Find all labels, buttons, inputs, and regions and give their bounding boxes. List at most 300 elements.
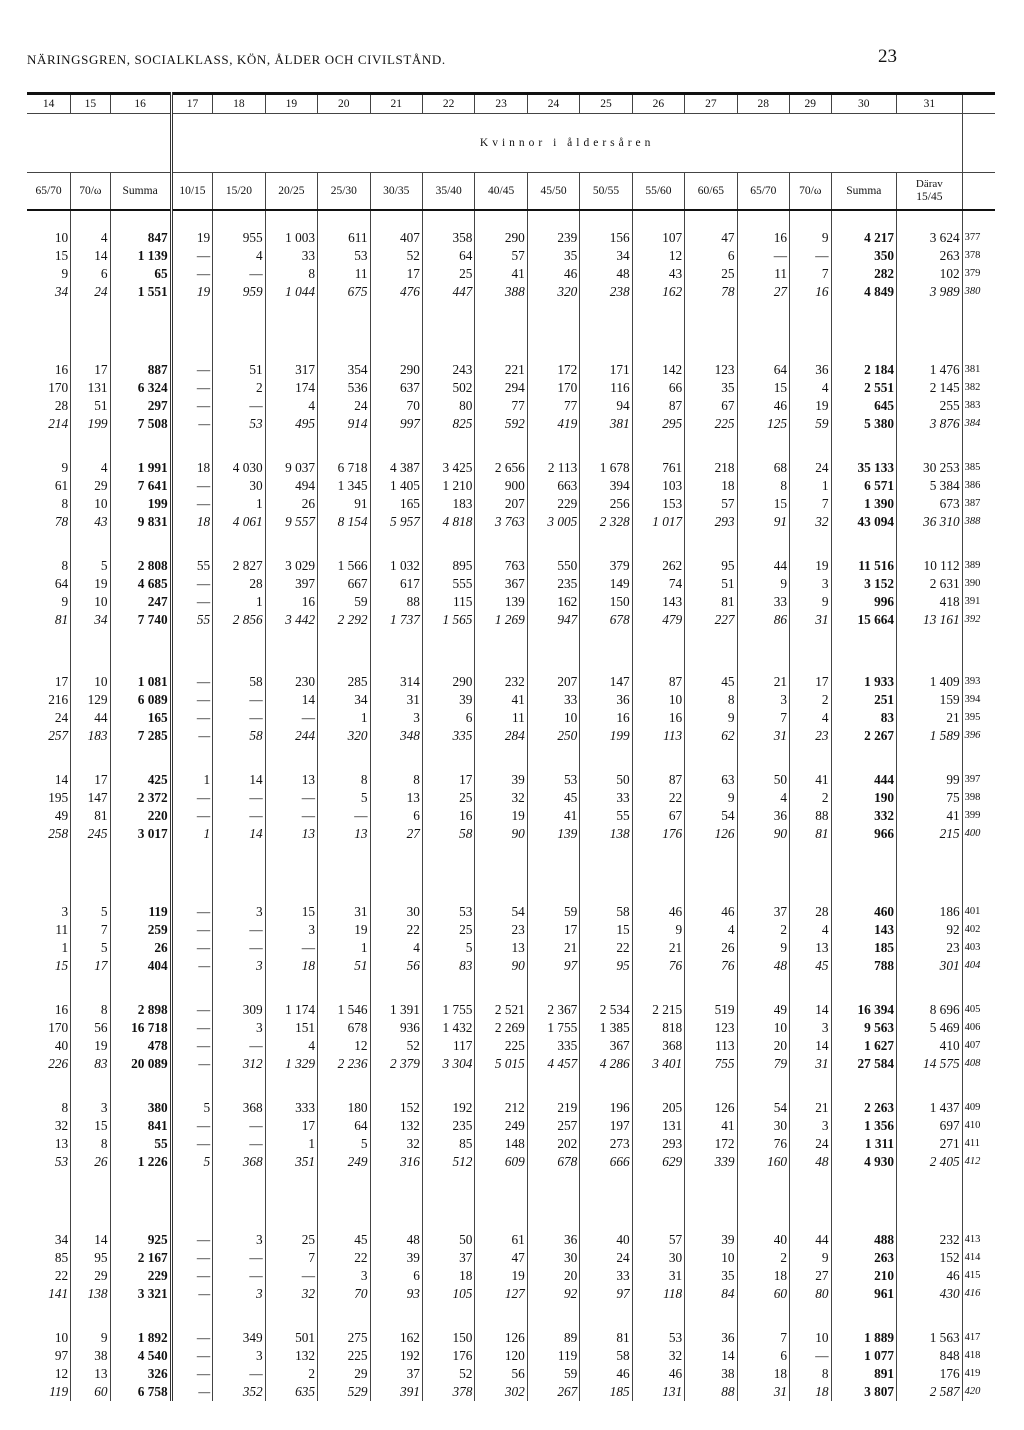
table-cell: 250 <box>527 727 579 745</box>
table-cell: 8 <box>318 771 370 789</box>
table-cell: 41 <box>685 1117 737 1135</box>
table-cell: 21 <box>527 939 579 957</box>
table-cell: 34 <box>27 1231 71 1249</box>
table-cell: 129 <box>71 691 110 709</box>
table-cell: 41 <box>475 691 527 709</box>
table-cell: 15 <box>27 247 71 265</box>
age-header: 40/45 <box>475 173 527 211</box>
table-cell: 34 <box>27 283 71 301</box>
row-number: 416 <box>964 1288 981 1299</box>
table-cell: 488 <box>831 1231 897 1249</box>
table-row <box>27 1153 995 1171</box>
table-cell: 1 <box>265 1135 317 1153</box>
table-cell: 273 <box>580 1135 632 1153</box>
table-cell: 6 <box>737 1347 789 1365</box>
table-cell: 10 <box>685 1249 737 1267</box>
table-cell: — <box>265 1267 317 1285</box>
table-cell: — <box>213 397 265 415</box>
table-cell: 2 656 <box>475 459 527 477</box>
table-cell: 14 <box>213 771 265 789</box>
table-cell: 10 <box>737 1019 789 1037</box>
table-cell: 3 <box>737 691 789 709</box>
table-cell: 118 <box>632 1285 684 1303</box>
table-row <box>27 361 995 379</box>
table-cell: 2 <box>737 1249 789 1267</box>
table-cell: 663 <box>527 477 579 495</box>
table-cell: 41 <box>790 771 832 789</box>
table-cell: 18 <box>265 957 317 975</box>
table-cell: 8 <box>27 557 71 575</box>
table-cell: 825 <box>422 415 474 433</box>
row-number: 407 <box>964 1040 981 1051</box>
table-cell: 997 <box>370 415 422 433</box>
table-cell: 26 <box>265 495 317 513</box>
table-cell: 20 <box>527 1267 579 1285</box>
table-cell: 113 <box>685 1037 737 1055</box>
table-cell: 93 <box>370 1285 422 1303</box>
table-cell: 32 <box>265 1285 317 1303</box>
table-cell: 11 <box>737 265 789 283</box>
table-cell: 404 <box>110 957 171 975</box>
table-cell: 76 <box>632 957 684 975</box>
table-cell: 59 <box>318 593 370 611</box>
table-cell: 46 <box>897 1267 963 1285</box>
table-cell: 159 <box>897 691 963 709</box>
table-cell: 5 <box>171 1099 213 1117</box>
table-cell: 91 <box>737 513 789 531</box>
table-cell: 8 <box>265 265 317 283</box>
table-cell: 332 <box>831 807 897 825</box>
table-cell: 85 <box>27 1249 71 1267</box>
table-cell: 57 <box>475 247 527 265</box>
table-cell: 59 <box>790 415 832 433</box>
table-cell: 15 664 <box>831 611 897 629</box>
table-cell: 79 <box>737 1055 789 1073</box>
table-cell: 23 <box>897 939 963 957</box>
table-cell: 247 <box>110 593 171 611</box>
table-cell: 25 <box>265 1231 317 1249</box>
table-cell: 5 <box>171 1153 213 1171</box>
table-cell: 19 <box>71 1037 110 1055</box>
table-cell: 9 <box>790 1249 832 1267</box>
table-cell: 14 <box>213 825 265 843</box>
table-cell: 46 <box>685 903 737 921</box>
table-cell: 21 <box>632 939 684 957</box>
row-number: 406 <box>964 1022 981 1033</box>
table-cell: 60 <box>737 1285 789 1303</box>
row-number: 414 <box>964 1252 981 1263</box>
table-cell: 1 017 <box>632 513 684 531</box>
age-header: 20/25 <box>265 173 317 211</box>
table-cell: 410 <box>897 1037 963 1055</box>
table-cell: 7 <box>737 709 789 727</box>
table-cell: 19 <box>171 229 213 247</box>
table-cell: — <box>213 1117 265 1135</box>
table-cell: — <box>171 575 213 593</box>
table-cell: 2 113 <box>527 459 579 477</box>
table-cell: 36 <box>685 1329 737 1347</box>
row-number: 383 <box>964 400 981 411</box>
table-cell: 1 391 <box>370 1001 422 1019</box>
row-number: 396 <box>964 730 981 741</box>
table-cell: — <box>213 1267 265 1285</box>
table-cell: 966 <box>831 825 897 843</box>
table-cell: 76 <box>685 957 737 975</box>
table-cell: — <box>171 1383 213 1401</box>
table-cell: 3 <box>790 1117 832 1135</box>
table-cell: 3 876 <box>897 415 963 433</box>
table-cell: 14 <box>265 691 317 709</box>
table-cell: 212 <box>475 1099 527 1117</box>
table-cell: 126 <box>685 1099 737 1117</box>
table-cell: 3 442 <box>265 611 317 629</box>
table-cell: 22 <box>580 939 632 957</box>
table-cell: 24 <box>71 283 110 301</box>
table-cell: 56 <box>475 1365 527 1383</box>
column-number: 22 <box>422 94 474 114</box>
row-number: 415 <box>964 1270 981 1281</box>
table-cell: 13 <box>475 939 527 957</box>
table-cell: 55 <box>171 611 213 629</box>
table-cell: 379 <box>580 557 632 575</box>
age-header: 45/50 <box>527 173 579 211</box>
group-title-row <box>27 114 995 173</box>
table-cell: 46 <box>632 1365 684 1383</box>
table-cell: 53 <box>213 415 265 433</box>
table-cell: 2 367 <box>527 1001 579 1019</box>
table-cell: 290 <box>370 361 422 379</box>
table-cell: 5 957 <box>370 513 422 531</box>
table-cell: 19 <box>475 1267 527 1285</box>
table-cell: 788 <box>831 957 897 975</box>
table-cell: 45 <box>790 957 832 975</box>
table-cell: 1 933 <box>831 673 897 691</box>
table-cell: 460 <box>831 903 897 921</box>
table-cell: 9 <box>737 575 789 593</box>
table-cell: 26 <box>110 939 171 957</box>
table-cell: 232 <box>897 1231 963 1249</box>
table-cell: 13 <box>27 1135 71 1153</box>
table-cell: 11 <box>27 921 71 939</box>
table-cell: 10 <box>71 495 110 513</box>
table-cell: 5 <box>71 557 110 575</box>
table-cell: 207 <box>527 673 579 691</box>
table-cell: 1 <box>318 939 370 957</box>
row-number: 382 <box>964 382 981 393</box>
table-cell: 229 <box>527 495 579 513</box>
table-cell: 9 <box>790 593 832 611</box>
table-cell: 44 <box>790 1231 832 1249</box>
table-cell: 162 <box>632 283 684 301</box>
table-cell: 30 253 <box>897 459 963 477</box>
table-cell: 7 <box>737 1329 789 1347</box>
table-cell: 368 <box>213 1099 265 1117</box>
table-cell: 33 <box>737 593 789 611</box>
table-cell: 3 763 <box>475 513 527 531</box>
age-header-row <box>27 173 995 211</box>
table-cell: 227 <box>685 611 737 629</box>
table-cell: 397 <box>265 575 317 593</box>
table-cell: 425 <box>110 771 171 789</box>
table-cell: 83 <box>831 709 897 727</box>
table-cell: 97 <box>27 1347 71 1365</box>
table-cell: 10 <box>71 673 110 691</box>
table-cell: 139 <box>527 825 579 843</box>
table-cell: 1 <box>318 709 370 727</box>
page-header <box>27 46 897 76</box>
table-cell: 19 <box>790 557 832 575</box>
table-cell: 123 <box>685 1019 737 1037</box>
table-cell: 4 849 <box>831 283 897 301</box>
table-cell: 40 <box>580 1231 632 1249</box>
table-cell: 19 <box>318 921 370 939</box>
table-cell: 1 755 <box>527 1019 579 1037</box>
table-cell: 34 <box>318 691 370 709</box>
table-cell: 9 <box>685 789 737 807</box>
table-cell: 107 <box>632 229 684 247</box>
table-cell: 378 <box>422 1383 474 1401</box>
table-cell: 11 <box>318 265 370 283</box>
table-cell: 197 <box>580 1117 632 1135</box>
table-cell: 10 <box>790 1329 832 1347</box>
table-cell: 6 <box>370 807 422 825</box>
table-cell: — <box>171 921 213 939</box>
table-cell: 1 405 <box>370 477 422 495</box>
table-cell: 1 432 <box>422 1019 474 1037</box>
table-cell: 259 <box>110 921 171 939</box>
table-cell: 2 551 <box>831 379 897 397</box>
table-cell: 407 <box>370 229 422 247</box>
table-cell: 53 <box>527 771 579 789</box>
table-row <box>27 397 995 415</box>
table-cell: 267 <box>527 1383 579 1401</box>
table-cell: 5 015 <box>475 1055 527 1073</box>
table-cell: 51 <box>685 575 737 593</box>
table-cell: 16 <box>27 361 71 379</box>
table-cell: 31 <box>632 1267 684 1285</box>
table-cell: 20 089 <box>110 1055 171 1073</box>
table-cell: 94 <box>580 397 632 415</box>
table-cell: 2 145 <box>897 379 963 397</box>
table-cell: 2 587 <box>897 1383 963 1401</box>
table-cell: 418 <box>897 593 963 611</box>
table-cell: — <box>213 939 265 957</box>
table-cell: 9 <box>790 229 832 247</box>
table-cell: 24 <box>318 397 370 415</box>
column-number: 31 <box>897 94 963 114</box>
table-cell: 63 <box>685 771 737 789</box>
table-cell: 232 <box>475 673 527 691</box>
table-cell: 171 <box>580 361 632 379</box>
table-cell: 59 <box>527 1365 579 1383</box>
table-cell: 3 <box>318 1267 370 1285</box>
row-number: 395 <box>964 712 981 723</box>
table-row <box>27 265 995 283</box>
table-cell: 174 <box>265 379 317 397</box>
table-row <box>27 459 995 477</box>
row-number: 391 <box>964 596 981 607</box>
table-cell: 218 <box>685 459 737 477</box>
table-cell: 335 <box>422 727 474 745</box>
table-cell: 667 <box>318 575 370 593</box>
table-row <box>27 1099 995 1117</box>
table-cell: 37 <box>737 903 789 921</box>
table-cell: 611 <box>318 229 370 247</box>
table-cell: — <box>171 957 213 975</box>
table-cell: 41 <box>527 807 579 825</box>
table-cell: 57 <box>632 1231 684 1249</box>
table-cell: 17 <box>422 771 474 789</box>
table-cell: 3 029 <box>265 557 317 575</box>
table-row <box>27 1117 995 1135</box>
table-row <box>27 611 995 629</box>
table-cell: 301 <box>897 957 963 975</box>
table-cell: — <box>790 247 832 265</box>
table-cell: 3 425 <box>422 459 474 477</box>
table-cell: 176 <box>422 1347 474 1365</box>
row-number: 413 <box>964 1234 981 1245</box>
table-cell: 52 <box>370 1037 422 1055</box>
table-row <box>27 921 995 939</box>
table-cell: 1 311 <box>831 1135 897 1153</box>
table-cell: 5 469 <box>897 1019 963 1037</box>
table-cell: 2 263 <box>831 1099 897 1117</box>
table-cell: 2 827 <box>213 557 265 575</box>
row-number: 389 <box>964 560 981 571</box>
table-cell: 394 <box>580 477 632 495</box>
table-cell: 271 <box>897 1135 963 1153</box>
table-cell: 20 <box>737 1037 789 1055</box>
table-cell: 199 <box>580 727 632 745</box>
table-cell: 13 <box>790 939 832 957</box>
table-cell: 3 <box>265 921 317 939</box>
table-cell: 105 <box>422 1285 474 1303</box>
table-row <box>27 1001 995 1019</box>
table-cell: — <box>790 1347 832 1365</box>
table-cell: — <box>171 361 213 379</box>
table-cell: 1 565 <box>422 611 474 629</box>
table-cell: 1 566 <box>318 557 370 575</box>
table-cell: 31 <box>737 1383 789 1401</box>
table-cell: 1 385 <box>580 1019 632 1037</box>
table-cell: 57 <box>685 495 737 513</box>
table-cell: 891 <box>831 1365 897 1383</box>
table-cell: — <box>171 789 213 807</box>
table-cell: — <box>318 807 370 825</box>
table-cell: 4 <box>737 789 789 807</box>
table-row <box>27 1231 995 1249</box>
table-cell: 7 641 <box>110 477 171 495</box>
table-cell: 17 <box>265 1117 317 1135</box>
table-cell: 5 <box>422 939 474 957</box>
table-row <box>27 513 995 531</box>
table-cell: 2 167 <box>110 1249 171 1267</box>
table-cell: 58 <box>580 1347 632 1365</box>
table-cell: 6 <box>71 265 110 283</box>
table-cell: — <box>171 1055 213 1073</box>
table-cell: 68 <box>737 459 789 477</box>
table-cell: 126 <box>475 1329 527 1347</box>
table-cell: — <box>265 789 317 807</box>
table-cell: 6 571 <box>831 477 897 495</box>
table-cell: — <box>213 789 265 807</box>
table-cell: 17 <box>71 361 110 379</box>
table-cell: 818 <box>632 1019 684 1037</box>
table-cell: 51 <box>318 957 370 975</box>
table-cell: 244 <box>265 727 317 745</box>
table-cell: 1 437 <box>897 1099 963 1117</box>
table-cell: 176 <box>897 1365 963 1383</box>
table-cell: 763 <box>475 557 527 575</box>
table-cell: 1 678 <box>580 459 632 477</box>
table-cell: 5 384 <box>897 477 963 495</box>
table-cell: 58 <box>580 903 632 921</box>
table-cell: 23 <box>475 921 527 939</box>
row-number: 384 <box>964 418 981 429</box>
table-cell: 22 <box>632 789 684 807</box>
table-cell: 190 <box>831 789 897 807</box>
table-cell: 5 <box>318 789 370 807</box>
table-cell: 25 <box>422 921 474 939</box>
row-number: 390 <box>964 578 981 589</box>
table-cell: 8 <box>71 1001 110 1019</box>
table-cell: 132 <box>265 1347 317 1365</box>
table-cell: 629 <box>632 1153 684 1171</box>
table-cell: 77 <box>475 397 527 415</box>
darav-label: Därav <box>915 178 943 190</box>
table-cell: 3 <box>71 1099 110 1117</box>
table-cell: 183 <box>422 495 474 513</box>
table-cell: 17 <box>27 673 71 691</box>
table-cell: 476 <box>370 283 422 301</box>
table-cell: 17 <box>527 921 579 939</box>
table-cell: — <box>171 1037 213 1055</box>
table-cell: 210 <box>831 1267 897 1285</box>
table-cell: 936 <box>370 1019 422 1037</box>
table-cell: 697 <box>897 1117 963 1135</box>
table-cell: 16 <box>265 593 317 611</box>
table-cell: 678 <box>580 611 632 629</box>
table-cell: 202 <box>527 1135 579 1153</box>
table-cell: 947 <box>527 611 579 629</box>
table-row <box>27 247 995 265</box>
table-cell: 293 <box>685 513 737 531</box>
table-cell: 419 <box>527 415 579 433</box>
table-cell: 21 <box>737 673 789 691</box>
column-number: 16 <box>110 94 171 114</box>
table-cell: 320 <box>527 283 579 301</box>
table-cell: 2 <box>790 789 832 807</box>
table-cell: 31 <box>790 611 832 629</box>
row-number: 410 <box>964 1120 981 1131</box>
table-cell: — <box>171 477 213 495</box>
table-cell: 10 <box>27 1329 71 1347</box>
table-cell: 3 152 <box>831 575 897 593</box>
table-cell: 1 390 <box>831 495 897 513</box>
row-number: 419 <box>964 1368 981 1379</box>
table-cell: 8 <box>71 1135 110 1153</box>
table-cell: 18 <box>422 1267 474 1285</box>
table-cell: 15 <box>737 495 789 513</box>
table-cell: 29 <box>71 477 110 495</box>
table-cell: 24 <box>27 709 71 727</box>
table-cell: — <box>265 807 317 825</box>
table-cell: — <box>171 1019 213 1037</box>
table-cell: 2 405 <box>897 1153 963 1171</box>
table-cell: 86 <box>737 611 789 629</box>
table-cell: 32 <box>790 513 832 531</box>
table-cell: 282 <box>831 265 897 283</box>
